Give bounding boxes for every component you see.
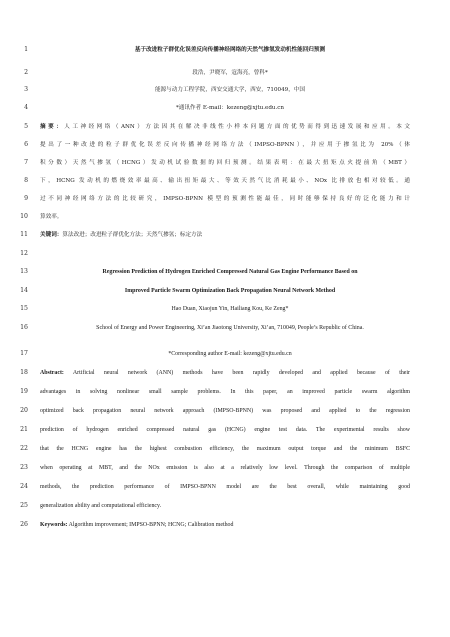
line-number: 7 <box>24 159 28 166</box>
english-abstract-line: prediction of hydrogen enriched compressed natural gas (HCNG) engine test data. The experimental results show <box>40 427 410 433</box>
line-20 <box>0 405 450 417</box>
keywords-text-zh: 算法改进；改进粒子群优化方法；天然气掺氢；标定方法 <box>62 232 203 238</box>
line-number: 18 <box>20 369 28 376</box>
line-7 <box>0 157 450 169</box>
line-number: 16 <box>20 324 28 331</box>
line-2 <box>0 67 450 79</box>
line-13 <box>0 266 450 278</box>
chinese-abstract-line: 积分数）天然气掺氢（HCNG）发动机试验数据的回归预测。结果表明：在最大扭矩点火提前角（MBT） <box>40 160 410 166</box>
line-8 <box>0 175 450 187</box>
line-number: 3 <box>24 86 28 93</box>
line-1 <box>0 44 450 56</box>
keywords-label-en: Keywords: <box>40 522 68 528</box>
english-keywords <box>40 519 410 531</box>
line-number: 5 <box>24 123 28 130</box>
line-19 <box>0 386 450 398</box>
line-number: 23 <box>20 464 28 471</box>
line-number: 26 <box>20 521 28 528</box>
keywords-text-en: Algorithm improvement; IMPSO-BPNN; HCNG; Calibration method <box>67 522 234 528</box>
chinese-abstract-line: 提出了一种改进的粒子群优化误差反向传播神经网络方法（IMPSO-BPNN），并应用于掺氢比为 20%（体 <box>40 142 410 148</box>
chinese-affiliation: 能源与动力工程学院，西安交通大学，西安，710049，中国 <box>154 87 305 93</box>
line-number: 9 <box>24 195 28 202</box>
line-25 <box>0 500 450 512</box>
english-corresponding-email: *Corresponding author E-mail: kezeng@xjtu.edu.cn <box>168 351 292 357</box>
line-number: 11 <box>20 231 28 238</box>
english-abstract-line: advantages in solving nonlinear small sample problems. In this paper, an improved particle swarm algorithm <box>40 389 410 395</box>
line-16 <box>0 322 450 334</box>
chinese-keywords <box>40 229 410 241</box>
chinese-title: 基于改进粒子群优化误差反向传播神经网络的天然气掺氢发动机性能回归预测 <box>134 47 326 53</box>
line-26 <box>0 519 450 531</box>
line-9 <box>0 193 450 205</box>
english-abstract-line: when operating at MBT, and the NOx emission is also at a relatively low level. Through the comparison of multiple <box>40 465 410 471</box>
line-21 <box>0 424 450 436</box>
line-number: 17 <box>20 350 28 357</box>
abstract-label-en: Abstract: <box>40 370 64 376</box>
english-title-line-1: Regression Prediction of Hydrogen Enriched Compressed Natural Gas Engine Performance Based on <box>102 269 358 275</box>
english-abstract-line <box>40 367 410 379</box>
line-6 <box>0 139 450 151</box>
line-number: 25 <box>20 502 28 509</box>
line-23 <box>0 462 450 474</box>
line-17 <box>0 348 450 360</box>
line-5 <box>0 121 450 133</box>
chinese-corresponding-email: *通讯作者 E-mail：kezeng@xjtu.edu.cn <box>175 105 285 111</box>
line-12 <box>0 248 450 260</box>
line-number: 14 <box>20 287 28 294</box>
line-number: 20 <box>20 407 28 414</box>
line-number: 21 <box>20 426 28 433</box>
line-14 <box>0 285 450 297</box>
line-22 <box>0 443 450 455</box>
line-number: 12 <box>20 250 28 257</box>
keywords-label-zh: 关键词： <box>40 232 63 238</box>
line-18 <box>0 367 450 379</box>
line-24 <box>0 481 450 493</box>
chinese-abstract-line <box>40 121 410 133</box>
line-10 <box>0 211 450 223</box>
line-number: 10 <box>20 213 28 220</box>
abstract-text-zh: 人工神经网络（ANN）方法因其在解决非线性小样本问题方面的优势而得到迅速发展和应用。本文 <box>64 124 410 130</box>
line-4 <box>0 102 450 114</box>
chinese-abstract-line: 下，HCNG 发动机的燃烧效率最高、输出扭矩最大、等效天然气比消耗最小、NOx 比排放也相对较低。通 <box>40 178 410 184</box>
english-abstract-line: that the HCNG engine has the highest combustion efficiency, the maximum output torque and the minimum BSFC <box>40 446 410 452</box>
line-number: 15 <box>20 305 28 312</box>
line-number: 2 <box>24 69 28 76</box>
english-title-line-2: Improved Particle Swarm Optimization Back Propagation Neural Network Method <box>124 288 336 294</box>
line-11 <box>0 229 450 241</box>
english-abstract-line: generalization ability and computational efficiency. <box>40 503 162 509</box>
line-number: 1 <box>24 46 28 53</box>
english-affiliation: School of Energy and Power Engineering, Xi’an Jiaotong University, Xi’an, 710049, People’s Republic of China. <box>96 325 364 331</box>
abstract-label-zh: 摘要： <box>40 124 65 130</box>
chinese-abstract-line: 过不同神经网络方法的比较研究，IMPSO-BPNN 模型的预测性能最佳，同时能够保持良好的泛化能力和计 <box>40 196 410 202</box>
chinese-authors: 段浩，尹晓军，寇海亮，曾科* <box>192 70 268 76</box>
chinese-abstract-line: 算效率。 <box>40 214 63 220</box>
line-number: 13 <box>20 268 28 275</box>
english-abstract-line: optimized back propagation neural network approach (IMPSO-BPNN) was proposed and applied to the regression <box>40 408 410 414</box>
line-3 <box>0 84 450 96</box>
line-number: 4 <box>24 104 28 111</box>
line-number: 22 <box>20 445 28 452</box>
line-number: 19 <box>20 388 28 395</box>
abstract-text-en: Artificial neural network (ANN) methods have been rapidly developed and applied because of their <box>63 370 410 376</box>
line-number: 6 <box>24 141 28 148</box>
english-authors: Hao Duan, Xiaojun Yin, Hailiang Kou, Ke Zeng* <box>171 306 289 312</box>
line-number: 24 <box>20 483 28 490</box>
english-abstract-line: methods, the prediction performance of IMPSO-BPNN model are the best overall, while maintaining good <box>40 484 410 490</box>
line-15 <box>0 303 450 315</box>
line-number: 8 <box>24 177 28 184</box>
